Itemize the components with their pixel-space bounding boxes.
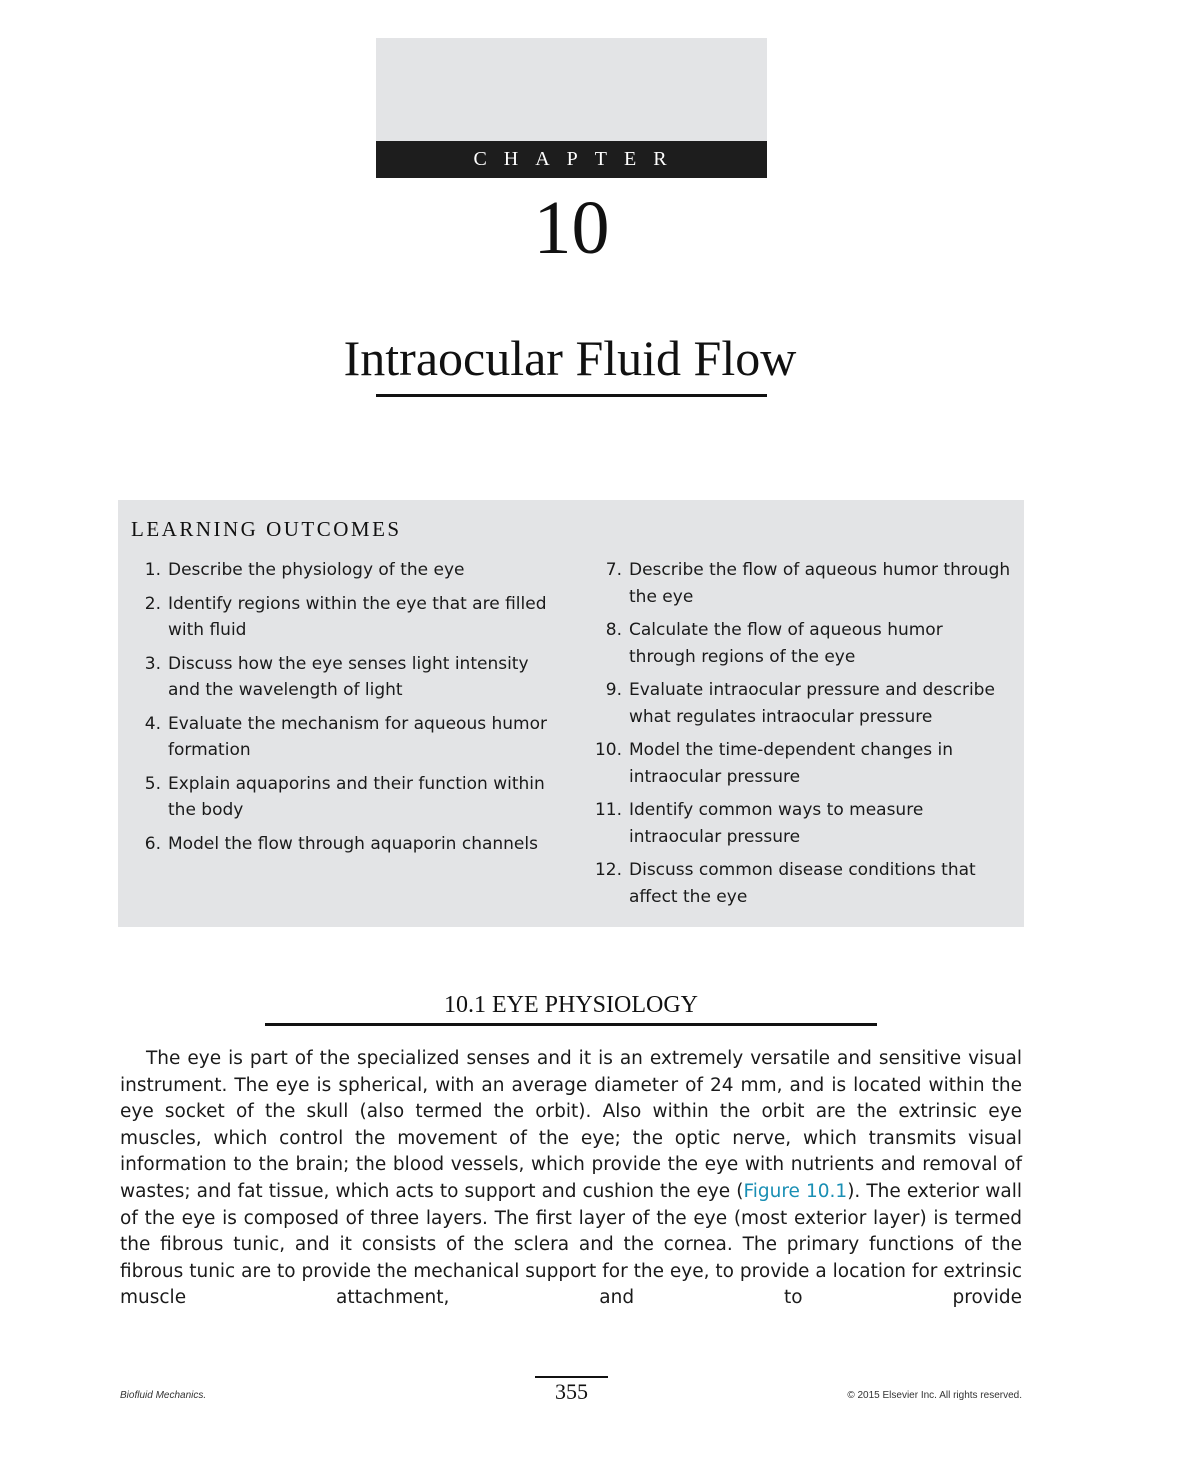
outcome-number: 8. bbox=[605, 620, 622, 640]
outcome-text: Identify regions within the eye that are filled with fluid bbox=[168, 593, 547, 640]
outcome-number: 12. bbox=[594, 860, 622, 880]
chapter-number: 10 bbox=[533, 186, 610, 270]
outcome-number: 3. bbox=[144, 653, 161, 674]
paragraph-text-part1: The eye is part of the specialized senses and it is an extremely versatile and sensitive visual instrument. The eye is spherical, with an average diameter of 24 mm, and is located within the eye socket of the skull (also termed the orbit). Also within the orbit are the extrinsic eye muscles, which control the movement of the eye; the optic nerve, which transmits visual information to the brain; the blood vessels, which provide the eye with nutrients and removal of wastes; and fat tissue, which acts to support and cushion the eye ( bbox=[120, 1048, 1022, 1202]
outcome-number: 10. bbox=[594, 740, 622, 760]
footer-copyright: © 2015 Elsevier Inc. All rights reserved. bbox=[847, 1390, 1022, 1401]
outcome-item bbox=[130, 557, 560, 584]
outcome-item bbox=[584, 677, 1014, 730]
learning-outcomes-right-column bbox=[584, 557, 1014, 917]
outcome-number: 6. bbox=[144, 833, 161, 854]
section-underline bbox=[265, 1023, 877, 1026]
outcome-item bbox=[584, 797, 1014, 850]
outcome-number: 7. bbox=[605, 560, 622, 580]
outcome-number: 9. bbox=[605, 680, 622, 700]
chapter-label: CHAPTER bbox=[376, 141, 767, 178]
footer-book-title: Biofluid Mechanics. bbox=[120, 1390, 207, 1401]
outcome-text: Calculate the flow of aqueous humor through regions of the eye bbox=[629, 620, 943, 667]
outcome-number: 4. bbox=[144, 713, 161, 734]
outcome-text: Describe the physiology of the eye bbox=[168, 560, 465, 580]
paragraph-text-part2: ). The exterior wall of the eye is composed of three layers. The first layer of the eye (most exterior layer) is termed the fibrous tunic, and it consists of the sclera and the cornea. The primary functions of the fibrous tunic are to provide the mechanical support for the eye, to provide a location for extrinsic muscle attachment, and to provide bbox=[120, 1180, 1022, 1309]
body-paragraph bbox=[120, 1046, 1022, 1312]
outcome-item bbox=[130, 651, 560, 704]
outcome-text: Evaluate intraocular pressure and describe what regulates intraocular pressure bbox=[629, 680, 995, 727]
title-underline bbox=[376, 394, 767, 397]
learning-outcomes-heading: LEARNING OUTCOMES bbox=[131, 517, 402, 541]
learning-outcomes-left-column bbox=[130, 557, 560, 864]
outcome-item bbox=[584, 737, 1014, 790]
page-number: 355 bbox=[555, 1379, 588, 1404]
outcome-text: Model the flow through aquaporin channels bbox=[168, 833, 538, 854]
outcome-text: Discuss how the eye senses light intensity and the wavelength of light bbox=[168, 653, 529, 700]
chapter-title: Intraocular Fluid Flow bbox=[343, 330, 797, 386]
outcome-text: Explain aquaporins and their function within the body bbox=[168, 773, 545, 820]
outcome-text: Evaluate the mechanism for aqueous humor formation bbox=[168, 713, 547, 760]
outcome-text: Model the time-dependent changes in intraocular pressure bbox=[629, 740, 953, 787]
outcome-item bbox=[584, 617, 1014, 670]
outcome-item bbox=[584, 857, 1014, 910]
outcome-item bbox=[130, 831, 560, 858]
chapter-header-box bbox=[376, 38, 767, 141]
outcome-text: Discuss common disease conditions that affect the eye bbox=[629, 860, 976, 907]
section-heading: 10.1 EYE PHYSIOLOGY bbox=[444, 992, 698, 1018]
figure-link[interactable]: Figure 10.1 bbox=[743, 1180, 848, 1202]
outcome-item bbox=[130, 771, 560, 824]
outcome-number: 11. bbox=[594, 800, 622, 820]
outcome-number: 2. bbox=[144, 593, 161, 614]
outcome-number: 5. bbox=[144, 773, 161, 794]
outcome-item bbox=[130, 591, 560, 644]
outcome-number: 1. bbox=[144, 560, 161, 580]
outcome-item bbox=[130, 711, 560, 764]
outcome-item bbox=[584, 557, 1014, 610]
outcome-text: Identify common ways to measure intraocular pressure bbox=[629, 800, 924, 847]
outcome-text: Describe the flow of aqueous humor through the eye bbox=[629, 560, 1011, 607]
